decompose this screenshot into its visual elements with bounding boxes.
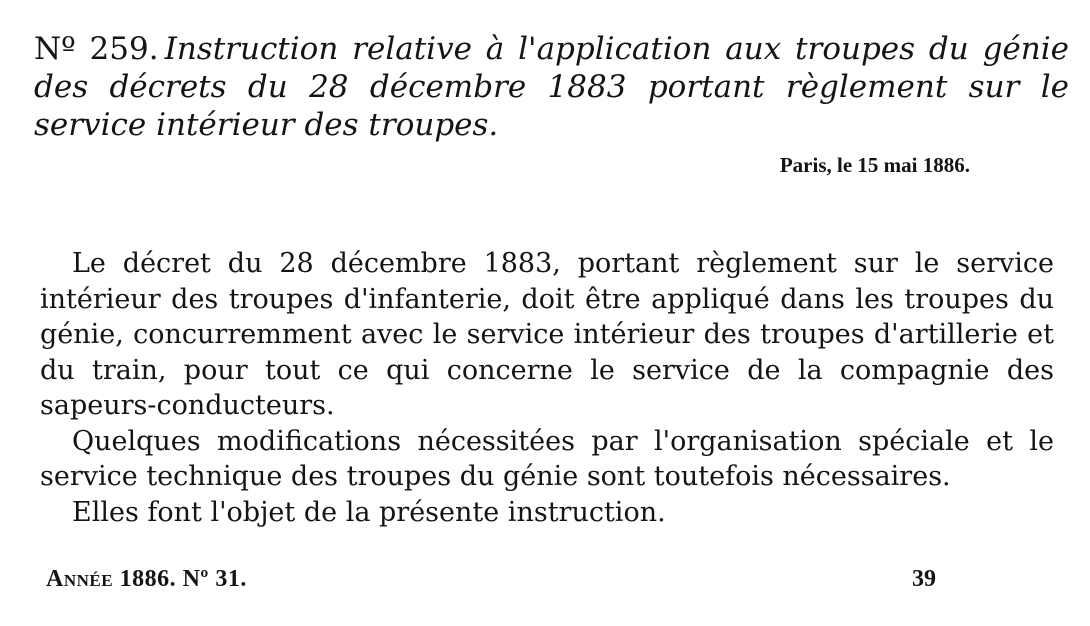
dateline: Paris, le 15 mai 1886. (779, 153, 970, 177)
page-number: 39 (912, 566, 936, 592)
paragraph-1: Le décret du 28 décembre 1883, portant règlement sur le service intérieur des troupes d'infanterie, doit être appliqué dans les troupes du génie, concurremment avec le service intérieur des troupes d'artillerie et du train, pour tout ce qui concerne le service de la compagnie des sapeurs-conducteurs. (40, 248, 1054, 421)
document-body (40, 246, 1054, 530)
footer-issue: Année 1886. Nº 31. (46, 566, 247, 592)
paragraph-3: Elles font l'objet de la présente instruction. (72, 496, 666, 528)
document-number: Nº 259. (34, 31, 159, 67)
paragraph-2: Quelques modifications nécessitées par l'organisation spéciale et le service technique des troupes du génie sont toutefois nécessaires. (40, 425, 1054, 492)
document-title: Instruction relative à l'application aux troupes du génie des décrets du 28 décembre 1883 portant règlement sur le service intérieur des troupes. (34, 31, 1069, 143)
document-heading (34, 30, 1069, 144)
